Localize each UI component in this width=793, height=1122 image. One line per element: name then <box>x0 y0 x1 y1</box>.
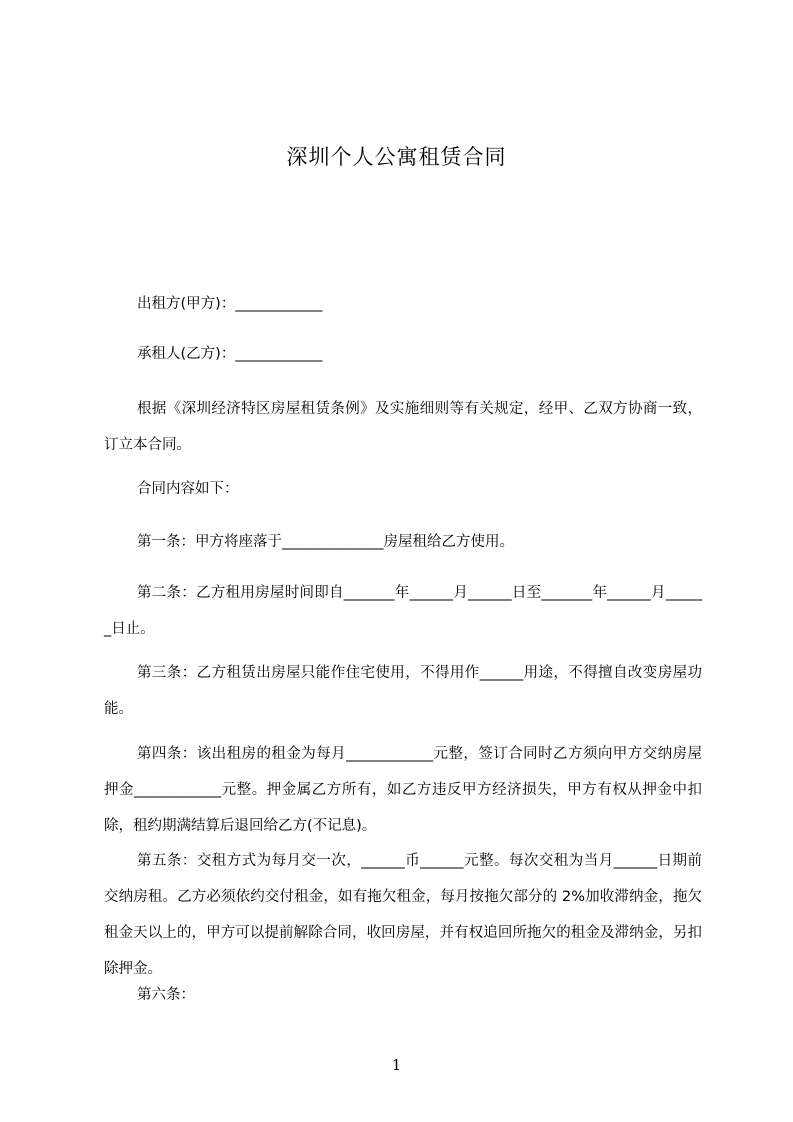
preamble-paragraph: 根据《深圳经济特区房屋租赁条例》及实施细则等有关规定，经甲、乙双方协商一致，订立本合同。 <box>104 401 702 453</box>
article-2: 第二条：乙方租用房屋时间即自_______年______月______日至_______年______月______日止。 <box>104 585 702 637</box>
article-4: 第四条：该出租房的租金为每月____________元整，签订合同时乙方须向甲方交纳房屋押金____________元整。押金属乙方所有，如乙方违反甲方经济损失，甲方有权从押金中扣除，租约期满结算后退回给乙方(不记息)。 <box>104 746 702 834</box>
intro-line: 合同内容如下： <box>137 481 239 497</box>
lessee-line: 承租人(乙方)：____________ <box>137 346 323 362</box>
lessor-line: 出租方(甲方)：____________ <box>137 296 323 312</box>
document-title: 深圳个人公寓租赁合同 <box>286 145 507 169</box>
article-6: 第六条： <box>137 987 195 1003</box>
page-number: 1 <box>391 1056 402 1074</box>
article-3: 第三条：乙方租赁出房屋只能作住宅使用，不得用作______用途，不得擅自改变房屋功能。 <box>104 665 702 717</box>
article-5: 第五条：交租方式为每月交一次，______币______元整。每次交租为当月______日期前交纳房租。乙方必须依约交付租金，如有拖欠租金，每月按拖欠部分的 2%加收滞纳金，拖欠租金天以上的，甲方可以提前解除合同，收回房屋，并有权追回所拖欠的租金及滞纳金，另扣除押金。 <box>104 853 702 977</box>
article-1: 第一条：甲方将座落于______________房屋租给乙方使用。 <box>137 534 514 550</box>
